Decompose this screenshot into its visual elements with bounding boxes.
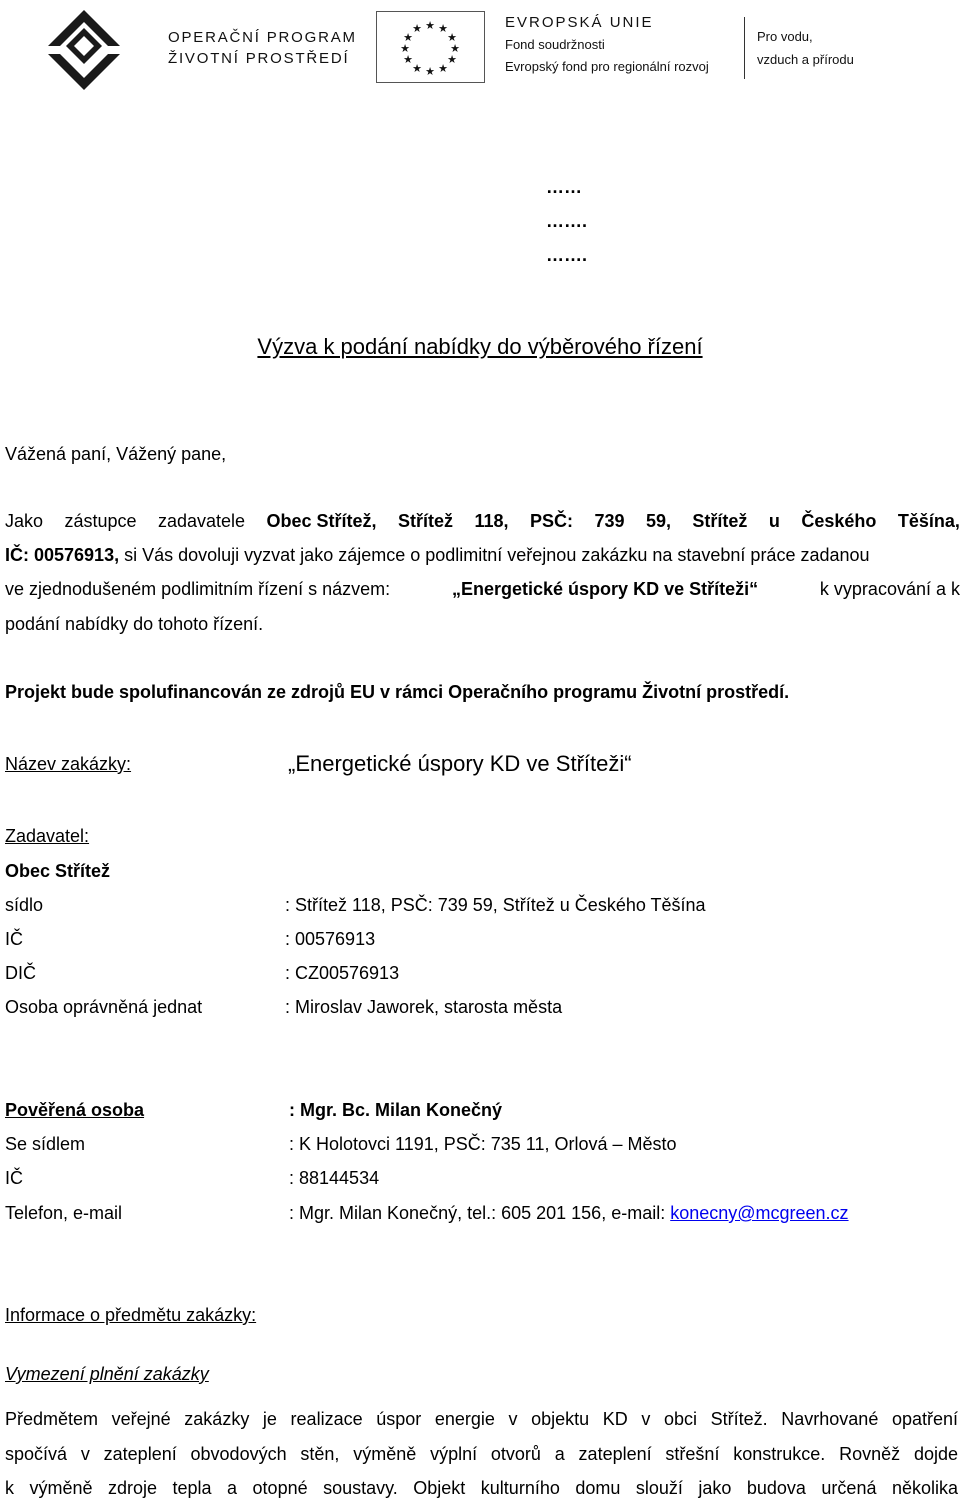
eu-project-note: Projekt bude spolufinancován ze zdrojů EU v rámci Operačního programu Životní prostředí. — [5, 682, 790, 702]
intro-word: zástupce — [64, 511, 137, 531]
intro-text: k vypracování a k — [819, 579, 960, 599]
authorized-label-seat: Se sídlem — [5, 1134, 86, 1154]
authorized-heading: Pověřená osoba — [5, 1100, 145, 1120]
svg-text:★: ★ — [403, 31, 413, 44]
intro-word: Těšína, — [897, 511, 960, 531]
eu-stars-icon — [377, 12, 484, 82]
svg-text:★: ★ — [438, 62, 448, 75]
contracting-label-seat: sídlo — [5, 895, 44, 915]
slogan — [757, 25, 854, 71]
intro-word: 59, — [645, 511, 671, 531]
intro-word: 118, — [474, 511, 509, 531]
authorized-contact-text: : Mgr. Milan Konečný, tel.: 605 201 156, e-mail: — [289, 1203, 671, 1223]
scope-line-3: k výměně zdroje tepla a otopné soustavy. Objekt kulturního domu slouží jako budova určená několika — [5, 1478, 958, 1498]
contracting-heading: Zadavatel: — [5, 826, 90, 846]
eu-fund-1: Fond soudržnosti — [505, 37, 605, 52]
scope-heading: Vymezení plnění zakázky — [5, 1364, 209, 1384]
intro-line-2 — [5, 544, 960, 566]
authorized-value: : Mgr. Bc. Milan Konečný — [289, 1100, 503, 1120]
authorized-value-ic: : 88144534 — [289, 1168, 380, 1188]
scope-line-2: spočívá v zateplení obvodových stěn, výměně výplní otvorů a zateplení střešní konstrukce. Rovněž dojde — [5, 1444, 958, 1464]
intro-word: Střítež — [692, 511, 748, 531]
contracting-name: Obec Střítež — [5, 861, 111, 881]
contract-name-value: „Energetické úspory KD ve Stříteži“ — [288, 751, 632, 776]
intro-word: Českého — [801, 511, 877, 531]
svg-text:★: ★ — [400, 42, 410, 55]
svg-text:★: ★ — [438, 22, 448, 35]
svg-text:★: ★ — [425, 19, 435, 32]
eu-text — [505, 12, 745, 78]
contracting-value-ic: : 00576913 — [285, 929, 376, 949]
intro-line-4: podání nabídky do tohoto řízení. — [5, 614, 264, 634]
intro-word: zadavatele — [157, 511, 246, 531]
svg-text:★: ★ — [447, 53, 457, 66]
intro-line-3 — [5, 578, 960, 600]
svg-text:★: ★ — [412, 62, 422, 75]
op-line-1: OPERAČNÍ PROGRAM — [168, 29, 357, 46]
op-zp-logo-mark-icon — [36, 4, 132, 96]
intro-contract-name: „Energetické úspory KD ve Stříteži“ — [452, 579, 759, 599]
svg-text:★: ★ — [425, 65, 435, 78]
authorized-value-seat: : K Holotovci 1191, PSČ: 735 11, Orlová – Město — [289, 1134, 677, 1154]
op-zp-logo — [36, 4, 132, 96]
contracting-label-person: Osoba oprávněná jednat — [5, 997, 203, 1017]
contract-name-label: Název zakázky: — [5, 754, 132, 774]
intro-word: Jako — [5, 511, 44, 531]
intro-text: ve zjednodušeném podlimitním řízení s názvem: — [5, 579, 391, 599]
page-title: Výzva k podání nabídky do výběrového řízení — [257, 334, 703, 359]
recipient-line-3: ……. — [546, 245, 588, 265]
contracting-value-seat: : Střítež 118, PSČ: 739 59, Střítež u Českého Těšína — [285, 895, 706, 915]
intro-word: Obec Střítež, — [266, 511, 377, 531]
scope-line-1: Předmětem veřejné zakázky je realizace úspor energie v objektu KD v obci Střítež. Navrhované opatření — [5, 1409, 958, 1429]
recipient-line-1: …… — [546, 177, 582, 197]
op-line-2: ŽIVOTNÍ PROSTŘEDÍ — [168, 50, 350, 67]
email-link[interactable]: konecny@mcgreen.cz — [670, 1203, 849, 1223]
intro-word: PSČ: — [529, 511, 573, 531]
intro-word: Střítež — [398, 511, 454, 531]
header-divider — [744, 17, 745, 79]
eu-flag — [376, 11, 485, 83]
op-zp-logo-text — [168, 27, 368, 69]
eu-fund-2: Evropský fond pro regionální rozvoj — [505, 59, 709, 74]
eu-title: EVROPSKÁ UNIE — [505, 14, 654, 31]
greeting: Vážená paní, Vážený pane, — [5, 444, 227, 464]
contracting-label-ic: IČ — [5, 929, 23, 949]
intro-ic: IČ: 00576913, — [5, 545, 120, 565]
intro-word: u — [768, 511, 780, 531]
intro-text: si Vás dovoluji vyzvat jako zájemce o podlimitní veřejnou zakázku na stavební práce zadanou — [124, 545, 870, 565]
svg-text:★: ★ — [450, 42, 460, 55]
slogan-line-2: vzduch a přírodu — [757, 52, 854, 67]
svg-text:★: ★ — [412, 22, 422, 35]
svg-text:★: ★ — [403, 53, 413, 66]
svg-text:★: ★ — [447, 31, 457, 44]
contracting-label-dic: DIČ — [5, 963, 36, 983]
authorized-label-ic: IČ — [5, 1168, 23, 1188]
authorized-label-contact: Telefon, e-mail — [5, 1203, 123, 1223]
contracting-value-person: : Miroslav Jaworek, starosta města — [285, 997, 563, 1017]
authorized-contact — [289, 1202, 849, 1224]
intro-word: 739 — [594, 511, 625, 531]
intro-line-1 — [5, 510, 960, 532]
info-heading: Informace o předmětu zakázky: — [5, 1305, 257, 1325]
contracting-value-dic: : CZ00576913 — [285, 963, 400, 983]
recipient-line-2: ……. — [546, 211, 588, 231]
slogan-line-1: Pro vodu, — [757, 29, 813, 44]
